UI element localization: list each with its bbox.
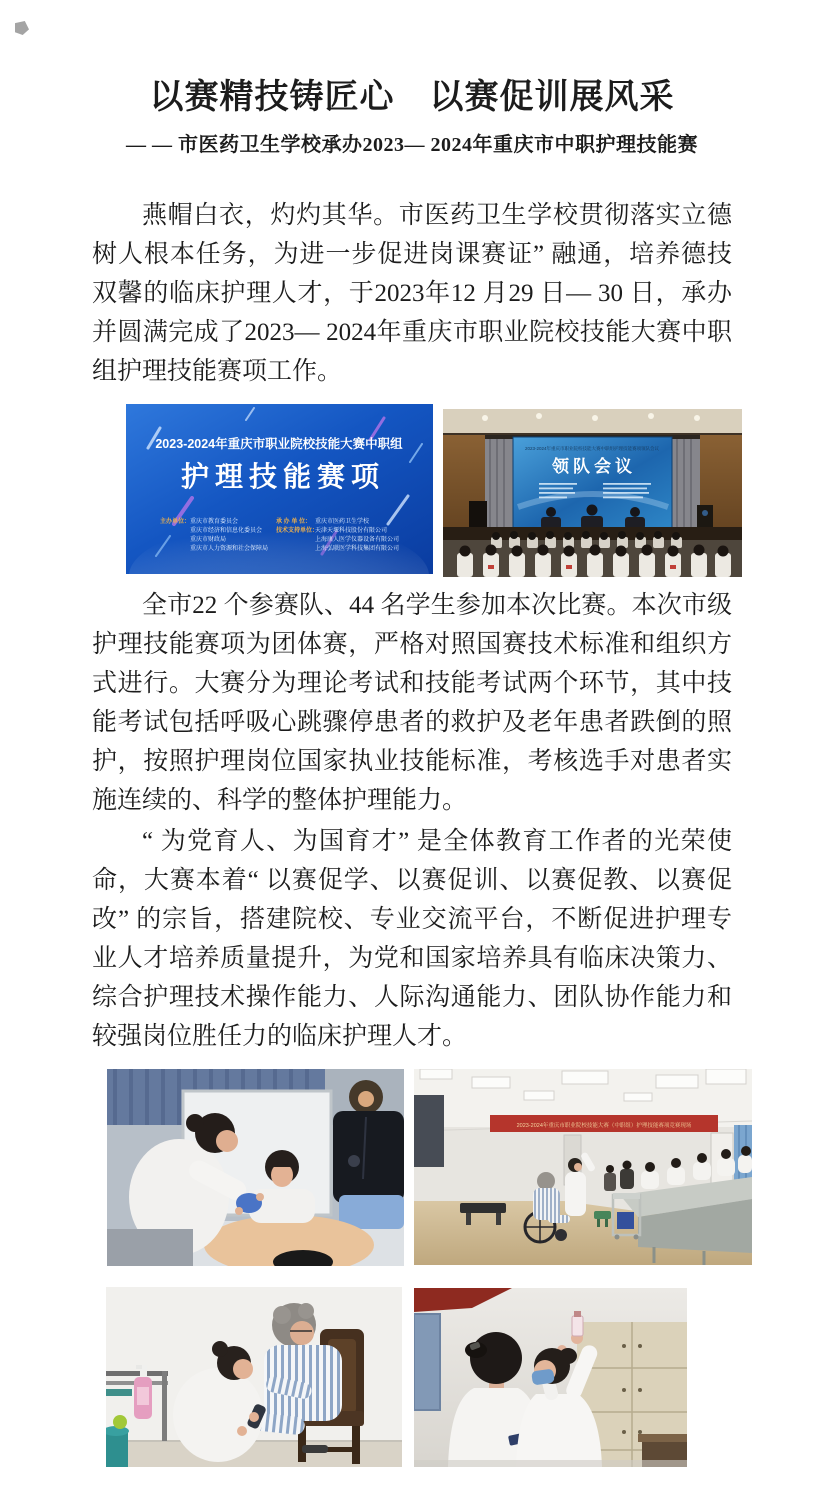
stage-table bbox=[443, 527, 742, 540]
svg-text:上海康人医学仪器设备有限公司: 上海康人医学仪器设备有限公司 bbox=[315, 537, 400, 543]
red-banner-text: 2023-2024年重庆市职业院校技能大赛（中职组）护理技能赛项竞赛现场 bbox=[516, 1123, 692, 1129]
photo-elderly-care bbox=[106, 1287, 402, 1467]
photo-medication-check bbox=[414, 1288, 687, 1467]
page-title: 以赛精技铸匠心 以赛促训展风采 bbox=[149, 79, 675, 116]
svg-text:重庆市经济和信息化委员会: 重庆市经济和信息化委员会 bbox=[190, 528, 263, 534]
page-subtitle: — — 市医药卫生学校承办2023— 2024年重庆市中职护理技能赛 bbox=[126, 134, 698, 156]
svg-text:天津天堰科技股份有限公司: 天津天堰科技股份有限公司 bbox=[315, 528, 388, 534]
photo-leaders-meeting bbox=[443, 409, 742, 577]
photo-competition-banner bbox=[126, 404, 433, 574]
svg-text:重庆市医药卫生学校: 重庆市医药卫生学校 bbox=[315, 519, 370, 525]
floor-edge bbox=[414, 1460, 687, 1467]
photo-exam-room-judges bbox=[414, 1069, 752, 1265]
screen-topline: 2023-2024年重庆市职业院校技能大赛中职组护理技能赛项领队会议 bbox=[524, 446, 660, 451]
dark-window bbox=[414, 1095, 444, 1167]
blue-door bbox=[414, 1314, 440, 1410]
svg-text:重庆市财政局: 重庆市财政局 bbox=[190, 537, 227, 543]
floor bbox=[107, 1229, 193, 1266]
banner-event-line: 2023-2024年重庆市职业院校技能大赛中职组 bbox=[155, 437, 403, 451]
host-label: 主办单位： bbox=[160, 519, 191, 525]
screen-title: 领队会议 bbox=[552, 457, 636, 476]
ceiling bbox=[443, 409, 742, 435]
organizer-label: 承 办 单 位： bbox=[276, 519, 312, 525]
svg-text:重庆市人力资源和社会保障局: 重庆市人力资源和社会保障局 bbox=[190, 546, 269, 552]
banner-event-title: 护理技能赛项 bbox=[180, 461, 386, 492]
paragraph-intro: 燕帽白衣，灼灼其华。市医药卫生学校贯彻落实立德树人根本任务，为进一步促进岗课赛证” 融通，培养德技双馨的临床护理人才，于2023年12 月29 日— 30 日，承办并圆满完成了2023— 2024年重庆市职业院校技能大赛中职组护理技能赛项工作。 bbox=[92, 202, 732, 385]
paragraph-competition-details: 全市22 个参赛队、44 名学生参加本次比赛。本次市级护理技能赛项为团体赛，严格对照国赛技术标准和组织方式进行。大赛分为理论考试和技能考试两个环节，其中技能考试包括呼吸心跳骤停患者的救护及老年患者跌倒的照护，按照护理岗位国家执业技能标准，考核选手对患者实施连续的、科学的整体护理能力。 bbox=[92, 592, 732, 814]
svg-text:重庆市教育委员会: 重庆市教育委员会 bbox=[190, 519, 239, 525]
tech-support-label: 技术支持单位： bbox=[276, 528, 319, 534]
photo-cpr-training bbox=[107, 1069, 404, 1266]
scan-artifact-mark bbox=[15, 21, 29, 35]
paragraph-purpose: “ 为党育人、为国育才” 是全体教育工作者的光荣使命，大赛本着“ 以赛促学、以赛促训、以赛促教、以赛促改” 的宗旨，搭建院校、专业交流平台，不断促进护理专业人才培养质量提升，为党和国家培养具有临床决策力、综合护理技术操作能力、人际沟通能力、团队协作能力和较强岗位胜任力的临床护理人才。 bbox=[92, 828, 732, 1050]
red-event-banner bbox=[490, 1115, 718, 1132]
svg-text:上海弘联医学科技集团有限公司: 上海弘联医学科技集团有限公司 bbox=[315, 546, 400, 552]
